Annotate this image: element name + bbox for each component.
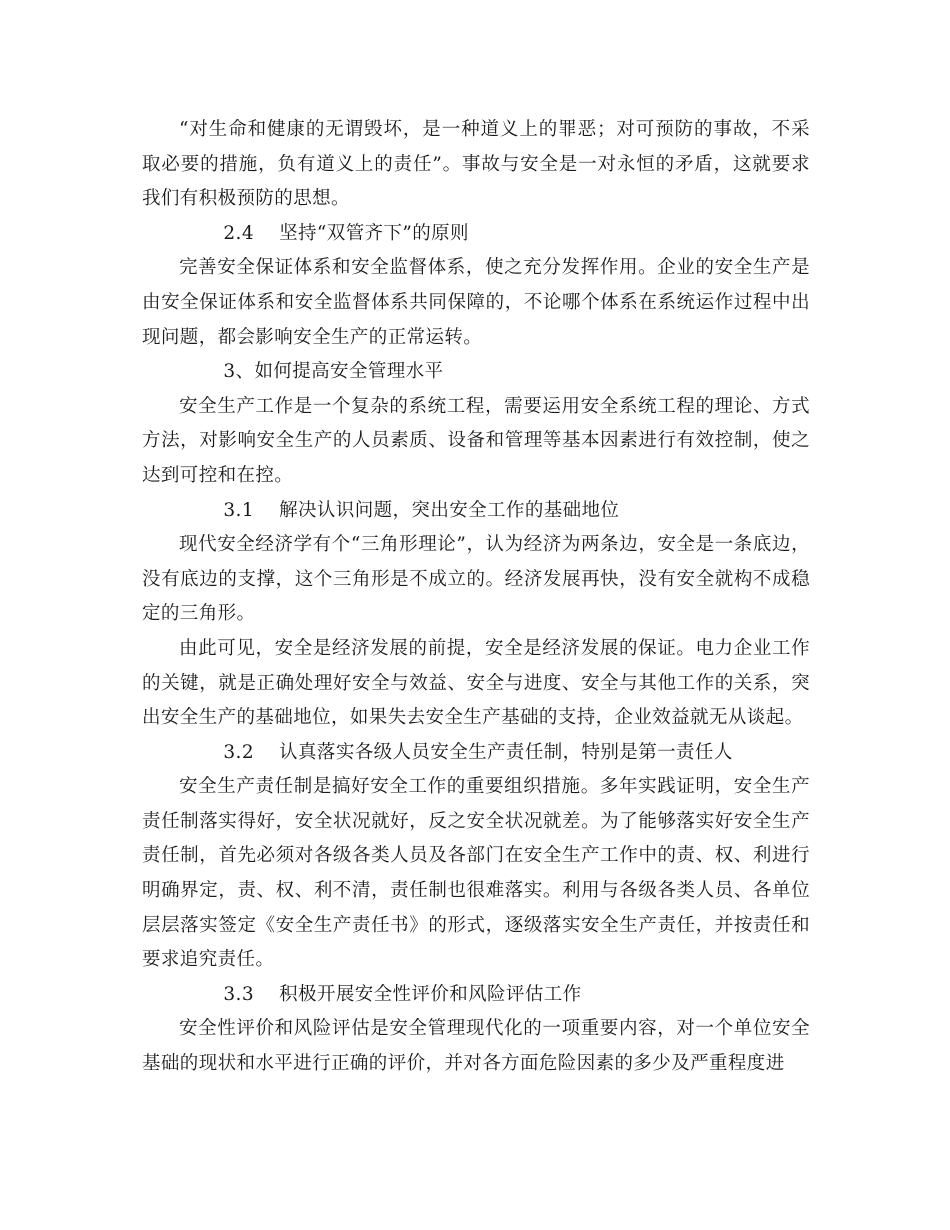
section-heading-3-3: 3.3 积极开展安全性评价和风险评估工作 bbox=[223, 983, 582, 1005]
paragraph-risk-evaluation: 安全性评价和风险评估是安全管理现代化的一项重要内容，对一个单位安全基础的现状和水平进行正确的评价，并对各方面危险因素的多少及严重程度进 bbox=[142, 1018, 810, 1075]
section-heading-2-4: 2.4 坚持“双管齐下”的原则 bbox=[223, 222, 469, 244]
paragraph-triangle-theory: 现代安全经济学有个“三角形理论”，认为经济为两条边，安全是一条底边，没有底边的支撑，这个三角形是不成立的。经济发展再快，没有安全就构不成稳定的三角形。 bbox=[142, 534, 810, 625]
section-heading-3-2: 3.2 认真落实各级人员安全生产责任制，特别是第一责任人 bbox=[223, 741, 733, 763]
paragraph-dual-systems: 完善安全保证体系和安全监督体系，使之充分发挥作用。企业的安全生产是由安全保证体系和安全监督体系共同保障的，不论哪个体系在系统运作过程中出现问题，都会影响安全生产的正常运转。 bbox=[142, 257, 810, 348]
paragraph-ethics-quote: “对生命和健康的无谓毁坏，是一种道义上的罪恶；对可预防的事故，不采取必要的措施，负有道义上的责任”。事故与安全是一对永恒的矛盾，这就要求我们有积极预防的思想。 bbox=[142, 119, 810, 210]
paragraph-responsibility-system: 安全生产责任制是搞好安全工作的重要组织措施。多年实践证明，安全生产责任制落实得好，安全状况就好，反之安全状况就差。为了能够落实好安全生产责任制，首先必须对各级各类人员及各部门在安全生产工作中的责、权、利进行明确界定，责、权、利不清，责任制也很难落实。利用与各级各类人员、各单位层层落实签定《安全生产责任书》的形式，逐级落实安全生产责任，并按责任和要求追究责任。 bbox=[142, 776, 810, 971]
paragraph-system-engineering: 安全生产工作是一个复杂的系统工程，需要运用安全系统工程的理论、方式方法，对影响安全生产的人员素质、设备和管理等基本因素进行有效控制，使之达到可控和在控。 bbox=[142, 395, 810, 486]
paragraph-safety-premise: 由此可见，安全是经济发展的前提，安全是经济发展的保证。电力企业工作的关键，就是正确处理好安全与效益、安全与进度、安全与其他工作的关系，突出安全生产的基础地位，如果失去安全生产基础的支持，企业效益就无从谈起。 bbox=[142, 637, 810, 729]
section-heading-3: 3、如何提高安全管理水平 bbox=[223, 361, 444, 383]
section-heading-3-1: 3.1 解决认识问题，突出安全工作的基础地位 bbox=[223, 499, 620, 521]
document-body bbox=[142, 113, 810, 1082]
